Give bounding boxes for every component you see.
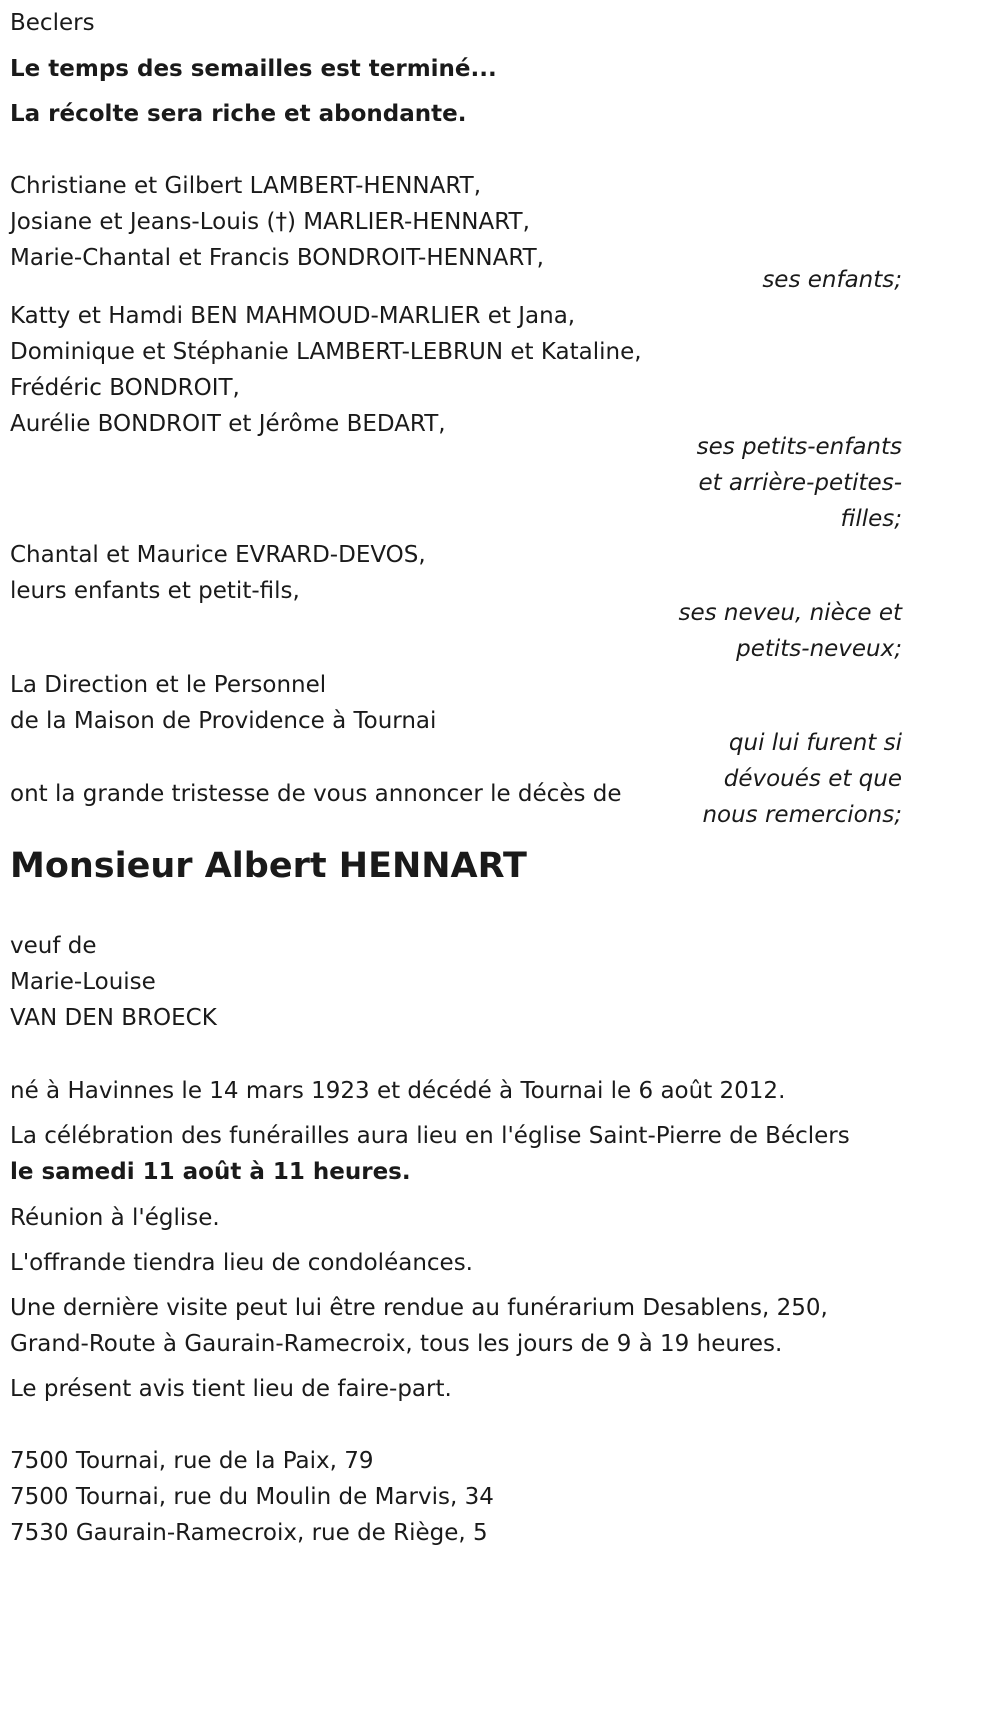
family-member-line: Frédéric BONDROIT, [10,375,240,401]
family-member-line: leurs enfants et petit-fils, [10,578,300,604]
visit-text-line-1: Une dernière visite peut lui être rendue au funérarium Desablens, 250, [10,1295,828,1321]
relation-staff-line: qui lui furent si [728,730,902,756]
meeting-text: Réunion à l'église. [10,1205,220,1231]
address-line: 7500 Tournai, rue de la Paix, 79 [10,1448,374,1474]
family-member-line: Marie-Chantal et Francis BONDROIT-HENNART, [10,245,544,271]
relation-grandchildren-line: et arrière-petites- [698,470,902,496]
relation-children: ses enfants; [762,267,902,293]
quote-line-1: Le temps des semailles est terminé... [10,56,497,82]
notice-text: Le présent avis tient lieu de faire-part. [10,1376,452,1402]
widower-line: Marie-Louise [10,969,156,995]
relation-grandchildren-line: ses petits-enfants [696,434,902,460]
place-name: Beclers [10,10,95,36]
address-line: 7530 Gaurain-Ramecroix, rue de Riège, 5 [10,1520,488,1546]
relation-nephews-line: petits-neveux; [736,636,902,662]
widower-line: veuf de [10,933,97,959]
family-member-line: Katty et Hamdi BEN MAHMOUD-MARLIER et Jana, [10,303,576,329]
widower-line: VAN DEN BROECK [10,1005,217,1031]
relation-staff-line: nous remercions; [702,802,902,828]
funeral-text-line-1: La célébration des funérailles aura lieu en l'église Saint-Pierre de Béclers [10,1123,850,1149]
relation-nephews-line: ses neveu, nièce et [678,600,902,626]
family-member-line: Aurélie BONDROIT et Jérôme BEDART, [10,411,446,437]
offering-text: L'offrande tiendra lieu de condoléances. [10,1250,473,1276]
family-member-line: Josiane et Jeans-Louis (†) MARLIER-HENNART, [10,209,530,235]
visit-text-line-2: Grand-Route à Gaurain-Ramecroix, tous les jours de 9 à 19 heures. [10,1331,783,1357]
relation-staff-line: dévoués et que [723,766,902,792]
family-member-line: de la Maison de Providence à Tournai [10,708,437,734]
deceased-name: Monsieur Albert HENNART [10,846,527,886]
address-line: 7500 Tournai, rue du Moulin de Marvis, 34 [10,1484,494,1510]
family-member-line: Christiane et Gilbert LAMBERT-HENNART, [10,173,482,199]
quote-line-2: La récolte sera riche et abondante. [10,101,467,127]
relation-grandchildren-line: filles; [840,506,902,532]
family-member-line: La Direction et le Personnel [10,672,327,698]
birth-death-text: né à Havinnes le 14 mars 1923 et décédé à Tournai le 6 août 2012. [10,1078,786,1104]
funeral-date-text: le samedi 11 août à 11 heures. [10,1159,411,1185]
family-member-line: Chantal et Maurice EVRARD-DEVOS, [10,542,426,568]
family-member-line: Dominique et Stéphanie LAMBERT-LEBRUN et Kataline, [10,339,642,365]
announcement-text: ont la grande tristesse de vous annoncer le décès de [10,781,622,807]
